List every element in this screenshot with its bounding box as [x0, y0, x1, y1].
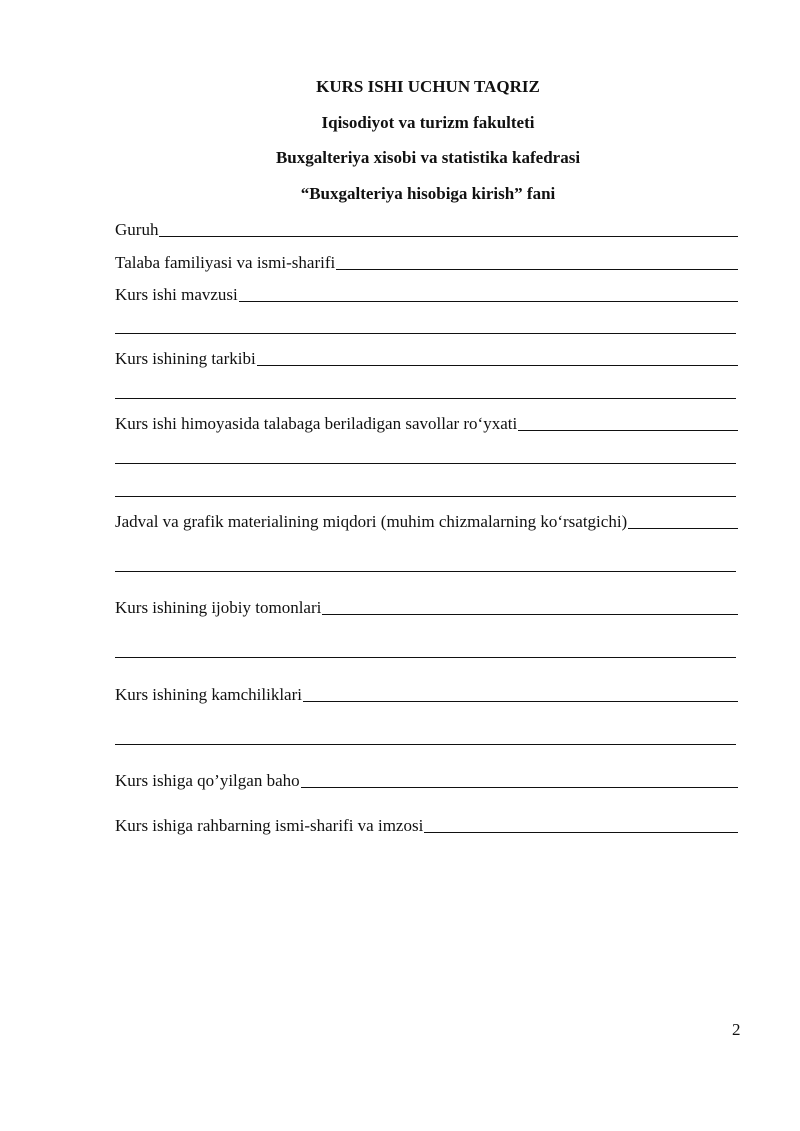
tables-graphics-label: Jadval va grafik materialining miqdori (muhim chizmalarning ko‘rsatgichi) [115, 512, 628, 531]
structure-field [115, 347, 738, 369]
defense-questions-blank[interactable] [518, 430, 738, 431]
structure-continuation-line[interactable] [115, 398, 736, 399]
structure-blank[interactable] [257, 365, 738, 366]
grade-label: Kurs ishiga qo’yilgan baho [115, 771, 300, 790]
faculty-heading: Iqisodiyot va turizm fakulteti [321, 113, 535, 132]
supervisor-blank[interactable] [424, 832, 738, 833]
topic-blank[interactable] [239, 301, 738, 302]
defense-questions-label: Kurs ishi himoyasida talabaga beriladigan savollar ro‘yxati [115, 414, 518, 433]
group-label: Guruh [115, 220, 159, 239]
supervisor-label: Kurs ishiga rahbarning ismi-sharifi va imzosi [115, 816, 424, 835]
grade-field [115, 769, 738, 791]
positive-aspects-label: Kurs ishining ijobiy tomonlari [115, 598, 322, 617]
subject-heading: “Buxgalteriya hisobiga kirish” fani [300, 184, 556, 203]
group-blank[interactable] [159, 236, 738, 237]
topic-label: Kurs ishi mavzusi [115, 285, 238, 304]
topic-continuation-line[interactable] [115, 333, 736, 334]
positive-aspects-blank[interactable] [322, 614, 738, 615]
positive-aspects-field [115, 596, 738, 618]
department-heading: Buxgalteriya xisobi va statistika kafedrasi [275, 148, 581, 167]
structure-label: Kurs ishining tarkibi [115, 349, 256, 368]
tables-graphics-continuation-line[interactable] [115, 571, 736, 572]
positive-aspects-continuation-line[interactable] [115, 657, 736, 658]
tables-graphics-blank[interactable] [628, 528, 738, 529]
page-number: 2 [732, 1020, 741, 1039]
tables-graphics-field [115, 510, 738, 532]
supervisor-field [115, 814, 738, 836]
student-name-label: Talaba familiyasi va ismi-sharifi [115, 253, 336, 272]
student-name-blank[interactable] [336, 269, 738, 270]
shortcomings-blank[interactable] [303, 701, 738, 702]
document-title: KURS ISHI UCHUN TAQRIZ [316, 77, 540, 96]
student-name-field [115, 251, 738, 273]
shortcomings-label: Kurs ishining kamchiliklari [115, 685, 302, 704]
shortcomings-continuation-line[interactable] [115, 744, 736, 745]
group-field [115, 218, 738, 240]
shortcomings-field [115, 683, 738, 705]
defense-questions-field [115, 412, 738, 434]
defense-questions-line-1[interactable] [115, 463, 736, 464]
topic-field [115, 283, 738, 305]
defense-questions-line-2[interactable] [115, 496, 736, 497]
grade-blank[interactable] [301, 787, 738, 788]
